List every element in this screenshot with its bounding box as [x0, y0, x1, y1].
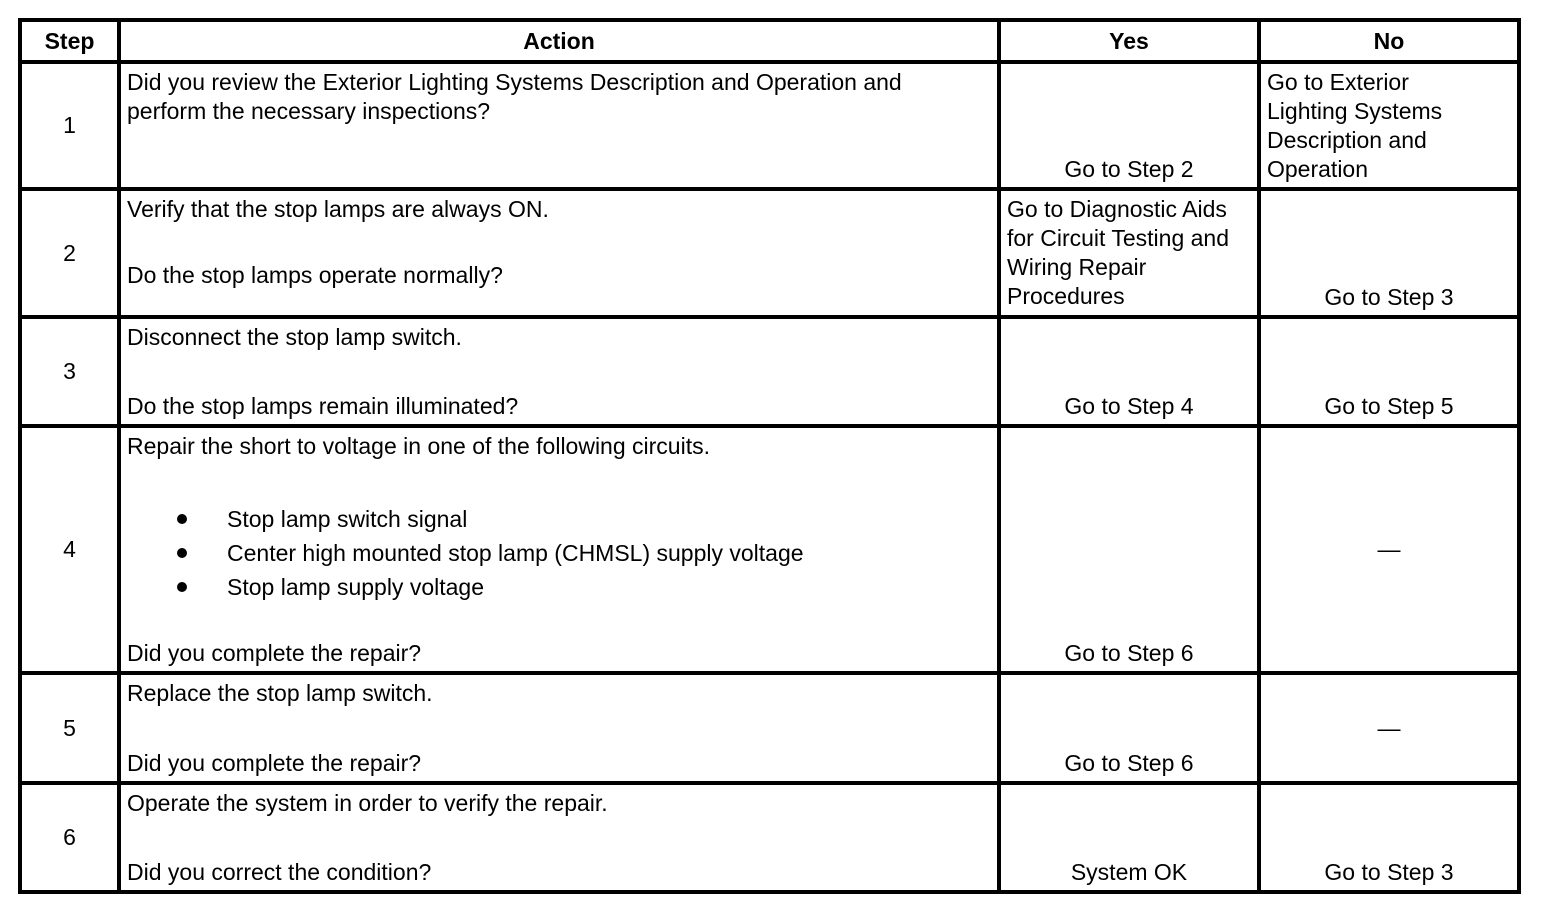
yes-text: Go to Step 6 [1064, 640, 1194, 666]
no-cell [1261, 428, 1517, 671]
yes-cell [1001, 319, 1257, 424]
action-text: Operate the system in order to verify the repair. [127, 790, 608, 816]
action-question: Do the stop lamps remain illuminated? [127, 393, 519, 419]
bullet-icon [177, 548, 187, 558]
no-text: Description and [1267, 127, 1427, 153]
action-cell [121, 319, 997, 424]
yes-text: Go to Step 6 [1064, 750, 1194, 776]
no-cell [1261, 675, 1517, 781]
action-text: Verify that the stop lamps are always ON. [127, 196, 549, 222]
header-yes: Yes [1109, 27, 1149, 54]
list-item-text: Stop lamp switch signal [227, 506, 468, 532]
step-number: 1 [63, 112, 76, 138]
no-cell [1261, 319, 1517, 424]
action-question: Did you complete the repair? [127, 750, 422, 776]
list-item-text: Center high mounted stop lamp (CHMSL) supply voltage [227, 540, 804, 566]
yes-cell [1001, 64, 1257, 187]
action-text: perform the necessary inspections? [127, 98, 491, 124]
action-question: Did you complete the repair? [127, 640, 422, 666]
no-cell [1261, 191, 1517, 315]
action-question: Did you correct the condition? [127, 859, 432, 885]
yes-cell [1001, 191, 1257, 315]
no-cell [1261, 64, 1517, 187]
yes-text: Go to Step 2 [1064, 156, 1194, 182]
action-cell [121, 675, 997, 781]
no-text: Go to Step 5 [1324, 393, 1454, 419]
yes-text: Go to Diagnostic Aids [1007, 196, 1227, 222]
action-text: Disconnect the stop lamp switch. [127, 324, 462, 350]
yes-cell [1001, 785, 1257, 890]
action-cell [121, 191, 997, 315]
action-text: Repair the short to voltage in one of the following circuits. [127, 433, 710, 459]
step-number: 5 [63, 714, 76, 741]
no-cell [1261, 785, 1517, 890]
bullet-icon [177, 582, 187, 592]
header-no: No [1373, 27, 1405, 54]
action-question: Do the stop lamps operate normally? [127, 262, 503, 288]
yes-text: Wiring Repair [1007, 254, 1147, 280]
yes-text: for Circuit Testing and [1007, 225, 1230, 251]
header-step: Step [44, 27, 95, 54]
action-cell [121, 785, 997, 890]
yes-text: Go to Step 4 [1064, 393, 1194, 419]
no-text: Lighting Systems [1267, 98, 1443, 124]
no-text: Go to Exterior [1267, 69, 1409, 95]
action-cell [121, 428, 997, 671]
yes-text: Procedures [1007, 283, 1125, 309]
step-number: 6 [63, 824, 76, 850]
no-text: Go to Step 3 [1324, 284, 1454, 310]
header-action: Action [523, 27, 595, 54]
list-item-text: Stop lamp supply voltage [227, 574, 484, 600]
yes-cell [1001, 675, 1257, 781]
action-text: Did you review the Exterior Lighting Systems Description and Operation and [127, 69, 902, 95]
yes-cell [1001, 428, 1257, 671]
no-text: — [1377, 714, 1401, 741]
step-number: 4 [63, 536, 76, 562]
action-text: Replace the stop lamp switch. [127, 680, 433, 706]
diagnostic-table [18, 18, 1521, 894]
step-number: 3 [63, 358, 76, 384]
action-cell [121, 64, 997, 187]
no-text: Operation [1267, 156, 1369, 182]
no-text: — [1377, 536, 1401, 562]
yes-text: System OK [1070, 859, 1188, 885]
no-text: Go to Step 3 [1324, 859, 1454, 885]
bullet-icon [177, 514, 187, 524]
step-number: 2 [63, 239, 76, 266]
